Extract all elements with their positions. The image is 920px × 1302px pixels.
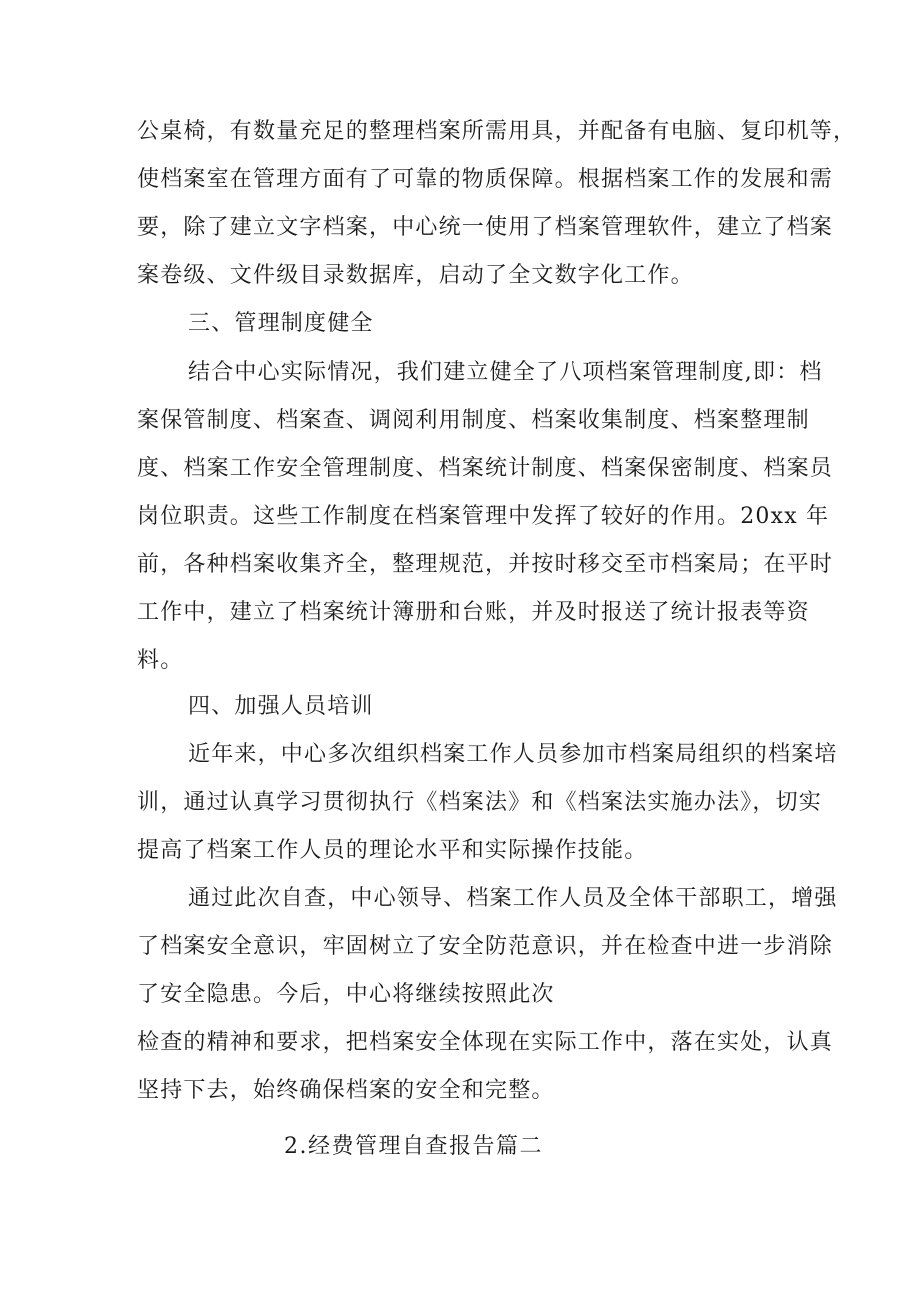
para3-line-3: 提高了档案工作人员的理论水平和实际操作技能。: [137, 838, 648, 863]
para4-line-3: 了安全隐患。今后，中心将继续按照此次: [137, 982, 555, 1007]
para2-line-7: 料。: [137, 648, 184, 673]
para4-line-4: 检查的精神和要求，把档案安全体现在实际工作中，落在实处，认真: [137, 1030, 834, 1055]
para2-line-6: 工作中，建立了档案统计簿册和台账，并及时报送了统计报表等资: [137, 600, 810, 625]
para2-line-5: 前，各种档案收集齐全，整理规范，并按时移交至市档案局；在平时: [137, 552, 834, 577]
para2-line-2: 案保管制度、档案查、调阅利用制度、档案收集制度、档案整理制: [137, 408, 810, 433]
para1-line-3: 要，除了建立文字档案，中心统一使用了档案管理软件，建立了档案: [137, 215, 834, 240]
para3-line-1: 近年来，中心多次组织档案工作人员参加市档案局组织的档案培: [188, 742, 838, 767]
para1-line-2: 使档案室在管理方面有了可靠的物质保障。根据档案工作的发展和需: [137, 167, 834, 192]
section-title: 2.经费管理自查报告篇二: [284, 1134, 543, 1159]
para1-line-4: 案卷级、文件级目录数据库，启动了全文数字化工作。: [137, 263, 694, 288]
para4-line-5: 坚持下去，始终确保档案的安全和完整。: [137, 1078, 555, 1103]
para2-line-3: 度、档案工作安全管理制度、档案统计制度、档案保密制度、档案员: [137, 456, 834, 481]
para2-line-1: 结合中心实际情况，我们建立健全了八项档案管理制度,即：档: [188, 360, 823, 385]
heading-staff-training: 四、加强人员培训: [188, 694, 374, 719]
para1-line-1: 公桌椅，有数量充足的整理档案所需用具，并配备有电脑、复印机等，: [137, 119, 857, 144]
para4-line-1: 通过此次自查，中心领导、档案工作人员及全体干部职工，增强: [188, 886, 838, 911]
para3-line-2: 训，通过认真学习贯彻执行《档案法》和《档案法实施办法》，切实: [137, 790, 823, 815]
heading-management-system: 三、管理制度健全: [188, 311, 374, 336]
para4-line-2: 了档案安全意识，牢固树立了安全防范意识，并在检查中进一步消除: [137, 934, 834, 959]
para2-line-4: 岗位职责。这些工作制度在档案管理中发挥了较好的作用。20xx 年: [137, 504, 830, 529]
